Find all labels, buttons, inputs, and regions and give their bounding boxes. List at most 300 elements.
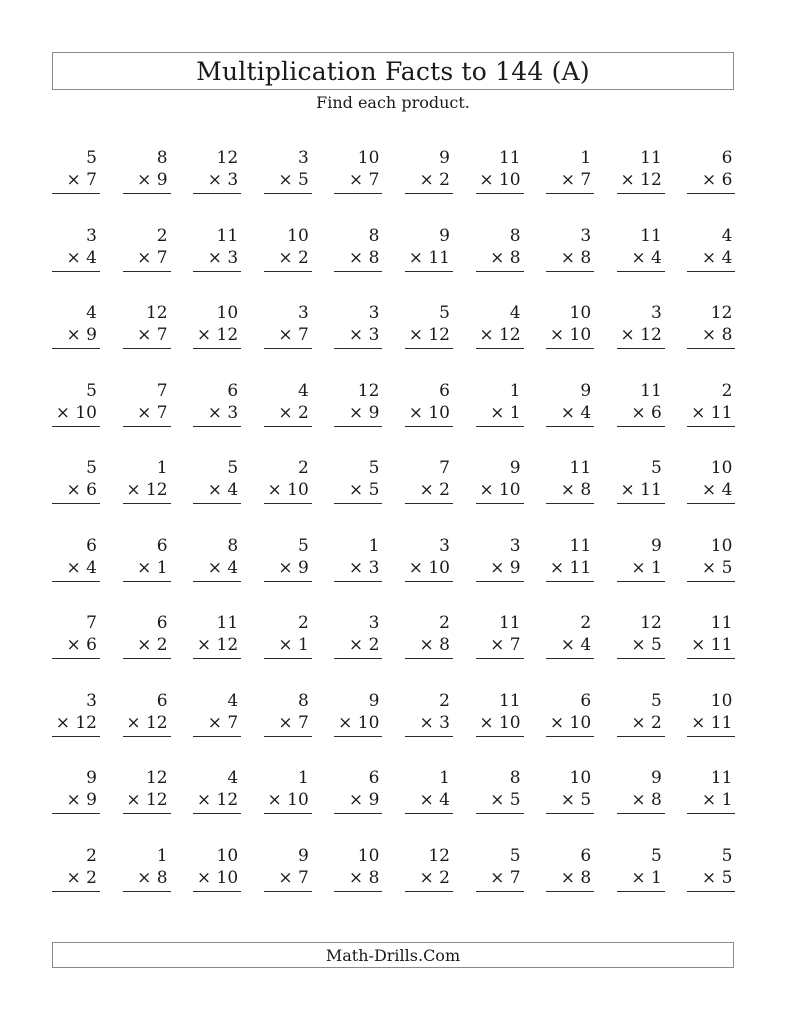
problem-multiplier: × 10 — [546, 324, 594, 349]
problem-multiplicand: 5 — [86, 458, 97, 478]
problem-item — [123, 767, 171, 815]
problem-item — [617, 457, 665, 505]
problem-item — [617, 535, 665, 583]
problem-item — [193, 302, 241, 350]
problem-multiplicand: 4 — [509, 303, 521, 323]
problem-multiplier: × 10 — [193, 867, 241, 892]
problem-multiplier: × 6 — [52, 479, 100, 504]
problem-multiplicand: 8 — [297, 690, 309, 711]
problem-multiplicand: 5 — [86, 148, 97, 168]
problem-multiplier: × 12 — [617, 324, 665, 349]
problem-item — [546, 302, 594, 350]
problem-multiplicand: 3 — [297, 148, 309, 168]
problem-multiplicand: 4 — [86, 303, 97, 323]
worksheet-footer — [52, 942, 734, 968]
problem-item — [617, 302, 665, 350]
problem-item — [546, 147, 594, 195]
problem-item — [123, 147, 171, 195]
problem-multiplier: × 4 — [687, 247, 735, 272]
problem-multiplier: × 2 — [264, 402, 312, 427]
problem-multiplicand: 3 — [509, 535, 521, 556]
problem-multiplier: × 9 — [476, 557, 524, 582]
problem-multiplicand: 12 — [145, 303, 168, 323]
problem-multiplier: × 11 — [546, 557, 594, 582]
problem-item — [476, 147, 524, 195]
problem-item — [334, 845, 382, 893]
problem-multiplicand: 2 — [156, 225, 168, 246]
problem-multiplicand: 5 — [297, 535, 309, 556]
problem-multiplier: × 2 — [52, 867, 100, 892]
problem-multiplicand: 11 — [640, 148, 662, 168]
problem-multiplier: × 2 — [264, 247, 312, 272]
problem-multiplier: × 8 — [546, 479, 594, 504]
problem-multiplier: × 10 — [405, 402, 453, 427]
problem-item — [52, 457, 100, 505]
problem-item — [546, 690, 594, 738]
problem-item — [334, 535, 382, 583]
problem-item — [405, 457, 453, 505]
problem-item — [687, 380, 735, 428]
problem-multiplicand: 1 — [580, 148, 592, 168]
problem-item — [405, 612, 453, 660]
problem-item — [546, 767, 594, 815]
problem-multiplicand: 10 — [710, 690, 733, 711]
problem-multiplier: × 7 — [334, 169, 382, 194]
problem-multiplicand: 2 — [439, 613, 450, 633]
problem-item — [193, 380, 241, 428]
problem-multiplicand: 9 — [368, 690, 380, 711]
problem-multiplier: × 7 — [546, 169, 594, 194]
problem-multiplicand: 9 — [439, 148, 450, 168]
problem-multiplier: × 11 — [687, 634, 735, 659]
problem-item — [546, 380, 594, 428]
problem-multiplicand: 1 — [297, 768, 309, 788]
problem-item — [405, 147, 453, 195]
problem-multiplicand: 11 — [640, 225, 662, 246]
problem-multiplicand: 1 — [156, 458, 168, 478]
problem-item — [264, 380, 312, 428]
problem-multiplier: × 5 — [264, 169, 312, 194]
problem-multiplier: × 12 — [123, 712, 171, 737]
problem-multiplicand: 3 — [650, 303, 662, 323]
problem-multiplicand: 2 — [439, 690, 450, 711]
problem-multiplicand: 10 — [357, 148, 380, 168]
problem-item — [405, 380, 453, 428]
problem-multiplicand: 11 — [710, 613, 733, 633]
problem-multiplier: × 2 — [405, 867, 453, 892]
problem-multiplier: × 2 — [123, 634, 171, 659]
problem-item — [193, 535, 241, 583]
worksheet-instruction: Find each product. — [316, 93, 470, 112]
problem-multiplier: × 1 — [264, 634, 312, 659]
problem-item — [264, 767, 312, 815]
problem-item — [405, 767, 453, 815]
problem-multiplier: × 4 — [193, 557, 241, 582]
problem-item — [617, 612, 665, 660]
problem-multiplicand: 8 — [368, 225, 380, 246]
problem-multiplier: × 9 — [123, 169, 171, 194]
problem-multiplicand: 11 — [498, 690, 521, 711]
problem-multiplier: × 9 — [334, 402, 382, 427]
problem-multiplicand: 9 — [650, 535, 662, 556]
problem-multiplier: × 3 — [405, 712, 453, 737]
problem-item — [476, 612, 524, 660]
problem-multiplier: × 3 — [193, 169, 241, 194]
problem-multiplier: × 8 — [546, 867, 594, 892]
problem-item — [405, 225, 453, 273]
problem-multiplier: × 11 — [687, 712, 735, 737]
problem-multiplicand: 1 — [509, 380, 521, 401]
problem-item — [476, 457, 524, 505]
problem-multiplicand: 9 — [650, 768, 662, 788]
problem-item — [405, 690, 453, 738]
problem-item — [687, 767, 735, 815]
problem-multiplier: × 7 — [123, 402, 171, 427]
problem-multiplier: × 2 — [405, 479, 453, 504]
problem-item — [334, 147, 382, 195]
problem-multiplier: × 9 — [334, 789, 382, 814]
problem-multiplicand: 12 — [216, 148, 239, 168]
problem-item — [476, 535, 524, 583]
problem-multiplicand: 3 — [368, 303, 380, 323]
problem-multiplier: × 8 — [334, 247, 382, 272]
problem-item — [617, 147, 665, 195]
problem-multiplier: × 3 — [193, 402, 241, 427]
problem-multiplier: × 9 — [264, 557, 312, 582]
problem-multiplicand: 12 — [145, 768, 168, 788]
problem-multiplier: × 12 — [476, 324, 524, 349]
problem-item — [52, 225, 100, 273]
problem-multiplier: × 10 — [52, 402, 100, 427]
problem-item — [123, 302, 171, 350]
problem-multiplicand: 9 — [509, 458, 521, 478]
problem-item — [546, 845, 594, 893]
problem-multiplicand: 9 — [297, 845, 309, 866]
problem-multiplicand: 8 — [509, 768, 521, 788]
problem-item — [193, 767, 241, 815]
problem-multiplier: × 3 — [334, 557, 382, 582]
problem-multiplicand: 1 — [368, 535, 380, 556]
problem-multiplicand: 12 — [640, 613, 662, 633]
problem-multiplier: × 12 — [193, 634, 241, 659]
problem-multiplier: × 11 — [687, 402, 735, 427]
problem-multiplicand: 3 — [439, 535, 450, 556]
problem-multiplier: × 2 — [334, 634, 382, 659]
problem-item — [52, 302, 100, 350]
problem-item — [687, 845, 735, 893]
problem-multiplier: × 2 — [405, 169, 453, 194]
problem-item — [546, 612, 594, 660]
problem-multiplicand: 2 — [86, 845, 97, 866]
problem-item — [264, 147, 312, 195]
problem-multiplicand: 1 — [439, 768, 450, 788]
problem-item — [52, 535, 100, 583]
problem-multiplier: × 4 — [617, 247, 665, 272]
problem-multiplicand: 5 — [439, 303, 450, 323]
problem-item — [617, 767, 665, 815]
problem-multiplicand: 7 — [156, 380, 168, 401]
problem-item — [617, 380, 665, 428]
problem-multiplicand: 5 — [86, 380, 97, 401]
problem-item — [123, 535, 171, 583]
problem-item — [687, 690, 735, 738]
problem-multiplicand: 10 — [569, 768, 592, 788]
problem-item — [334, 612, 382, 660]
problem-multiplicand: 5 — [509, 845, 521, 866]
problem-multiplier: × 10 — [546, 712, 594, 737]
problem-item — [193, 612, 241, 660]
problem-item — [52, 690, 100, 738]
problem-multiplicand: 3 — [580, 225, 592, 246]
problem-item — [334, 380, 382, 428]
problem-multiplier: × 4 — [52, 557, 100, 582]
problem-item — [334, 690, 382, 738]
problem-multiplicand: 10 — [710, 535, 733, 556]
problem-multiplicand: 6 — [580, 845, 592, 866]
problem-item — [264, 690, 312, 738]
worksheet-title-text: Multiplication Facts to 144 (A) — [196, 56, 590, 86]
problem-multiplicand: 3 — [297, 303, 309, 323]
problem-multiplier: × 7 — [476, 634, 524, 659]
problem-multiplicand: 9 — [86, 768, 97, 788]
problem-multiplier: × 12 — [617, 169, 665, 194]
problem-multiplicand: 9 — [439, 225, 450, 246]
problem-multiplier: × 6 — [617, 402, 665, 427]
problem-multiplicand: 3 — [368, 613, 380, 633]
problem-item — [687, 457, 735, 505]
problem-multiplier: × 2 — [617, 712, 665, 737]
problem-multiplicand: 10 — [287, 225, 309, 246]
problem-multiplicand: 6 — [439, 380, 450, 401]
problem-multiplier: × 12 — [193, 789, 241, 814]
problem-item — [123, 225, 171, 273]
problem-item — [405, 535, 453, 583]
problem-multiplicand: 10 — [216, 303, 239, 323]
problem-item — [687, 225, 735, 273]
problem-item — [617, 845, 665, 893]
problem-item — [546, 457, 594, 505]
problem-multiplicand: 11 — [498, 613, 521, 633]
problem-item — [123, 457, 171, 505]
problem-multiplicand: 12 — [357, 380, 380, 401]
problem-multiplier: × 9 — [52, 324, 100, 349]
problem-multiplier: × 11 — [405, 247, 453, 272]
problem-multiplicand: 7 — [439, 458, 450, 478]
problem-multiplicand: 10 — [216, 845, 239, 866]
problem-multiplier: × 7 — [123, 324, 171, 349]
problem-item — [52, 380, 100, 428]
problem-item — [617, 225, 665, 273]
footer-site-text: Math-Drills.Com — [325, 945, 461, 965]
problem-multiplier: × 10 — [334, 712, 382, 737]
problem-multiplier: × 8 — [476, 247, 524, 272]
problem-multiplicand: 5 — [650, 690, 662, 711]
problem-multiplier: × 7 — [476, 867, 524, 892]
problem-multiplier: × 4 — [687, 479, 735, 504]
problem-multiplier: × 10 — [476, 169, 524, 194]
problem-item — [334, 302, 382, 350]
problem-item — [334, 767, 382, 815]
problem-item — [405, 302, 453, 350]
problem-item — [476, 380, 524, 428]
problem-multiplier: × 7 — [123, 247, 171, 272]
problem-item — [334, 225, 382, 273]
problem-multiplicand: 10 — [710, 458, 733, 478]
problem-multiplier: × 1 — [687, 789, 735, 814]
problem-item — [476, 302, 524, 350]
problem-item — [334, 457, 382, 505]
problem-multiplicand: 11 — [710, 768, 733, 788]
problem-multiplicand: 12 — [710, 303, 733, 323]
problem-item — [476, 690, 524, 738]
problem-multiplier: × 7 — [264, 324, 312, 349]
problem-item — [546, 225, 594, 273]
problem-multiplicand: 7 — [86, 613, 97, 633]
problem-multiplier: × 4 — [546, 634, 594, 659]
problem-multiplicand: 11 — [216, 225, 239, 246]
problem-item — [476, 225, 524, 273]
problem-multiplier: × 1 — [476, 402, 524, 427]
problem-multiplicand: 11 — [569, 458, 592, 478]
problem-multiplier: × 12 — [193, 324, 241, 349]
problem-item — [264, 457, 312, 505]
problem-multiplicand: 4 — [297, 380, 309, 401]
problem-multiplier: × 12 — [123, 789, 171, 814]
problem-multiplier: × 5 — [617, 634, 665, 659]
problem-multiplicand: 4 — [227, 690, 239, 711]
problem-item — [687, 147, 735, 195]
problem-multiplier: × 10 — [476, 712, 524, 737]
problem-multiplicand: 2 — [721, 380, 733, 401]
problem-multiplier: × 1 — [617, 867, 665, 892]
problem-multiplicand: 4 — [721, 225, 733, 246]
problem-multiplier: × 12 — [123, 479, 171, 504]
problem-multiplier: × 1 — [123, 557, 171, 582]
problem-multiplicand: 6 — [156, 613, 168, 633]
problem-multiplicand: 6 — [721, 148, 733, 168]
problem-multiplicand: 5 — [650, 458, 662, 478]
problem-multiplier: × 8 — [405, 634, 453, 659]
worksheet-title — [52, 52, 734, 90]
problem-item — [123, 380, 171, 428]
problem-item — [687, 302, 735, 350]
problem-item — [193, 457, 241, 505]
problem-multiplicand: 9 — [580, 380, 592, 401]
problem-multiplier: × 8 — [687, 324, 735, 349]
problem-multiplicand: 1 — [156, 845, 168, 866]
problem-item — [193, 225, 241, 273]
problem-multiplicand: 5 — [721, 845, 733, 866]
problem-item — [264, 302, 312, 350]
problem-multiplicand: 11 — [498, 148, 521, 168]
problem-multiplier: × 12 — [52, 712, 100, 737]
problem-multiplier: × 6 — [687, 169, 735, 194]
problem-multiplicand: 6 — [156, 690, 168, 711]
problem-multiplicand: 6 — [156, 535, 168, 556]
problem-multiplicand: 8 — [509, 225, 521, 246]
problem-multiplier: × 9 — [52, 789, 100, 814]
problem-multiplier: × 8 — [334, 867, 382, 892]
problem-multiplier: × 7 — [264, 867, 312, 892]
problem-multiplier: × 7 — [52, 169, 100, 194]
problem-multiplicand: 6 — [227, 380, 239, 401]
problem-multiplicand: 2 — [297, 613, 309, 633]
problem-multiplier: × 5 — [334, 479, 382, 504]
problem-multiplier: × 8 — [617, 789, 665, 814]
problem-multiplicand: 11 — [216, 613, 239, 633]
problem-multiplier: × 7 — [264, 712, 312, 737]
problem-multiplier: × 4 — [405, 789, 453, 814]
problem-multiplier: × 5 — [687, 867, 735, 892]
problem-multiplier: × 4 — [193, 479, 241, 504]
problem-item — [687, 612, 735, 660]
problem-item — [193, 147, 241, 195]
problem-multiplier: × 10 — [264, 479, 312, 504]
problem-item — [405, 845, 453, 893]
problem-item — [687, 535, 735, 583]
problem-multiplier: × 5 — [546, 789, 594, 814]
problem-multiplicand: 6 — [580, 690, 592, 711]
problem-item — [52, 767, 100, 815]
problem-multiplicand: 3 — [86, 225, 97, 246]
problem-item — [52, 612, 100, 660]
problem-item — [264, 845, 312, 893]
problem-item — [193, 690, 241, 738]
problem-multiplier: × 4 — [546, 402, 594, 427]
problem-multiplicand: 6 — [86, 535, 97, 556]
problem-multiplicand: 2 — [297, 458, 309, 478]
problem-item — [476, 845, 524, 893]
problem-multiplicand: 12 — [428, 845, 450, 866]
problem-item — [123, 612, 171, 660]
problem-item — [546, 535, 594, 583]
problem-multiplicand: 5 — [227, 458, 239, 478]
problem-multiplicand: 10 — [357, 845, 380, 866]
problem-grid — [52, 147, 734, 907]
problem-multiplier: × 7 — [193, 712, 241, 737]
problem-multiplier: × 1 — [617, 557, 665, 582]
problem-multiplier: × 8 — [123, 867, 171, 892]
problem-multiplicand: 5 — [650, 845, 662, 866]
problem-item — [264, 535, 312, 583]
problem-multiplier: × 5 — [687, 557, 735, 582]
problem-multiplier: × 6 — [52, 634, 100, 659]
problem-multiplier: × 5 — [476, 789, 524, 814]
problem-multiplier: × 10 — [476, 479, 524, 504]
problem-multiplicand: 6 — [368, 768, 380, 788]
problem-multiplier: × 3 — [193, 247, 241, 272]
problem-multiplicand: 8 — [227, 535, 239, 556]
problem-item — [476, 767, 524, 815]
problem-item — [52, 845, 100, 893]
problem-multiplier: × 11 — [617, 479, 665, 504]
problem-item — [264, 612, 312, 660]
problem-multiplier: × 10 — [264, 789, 312, 814]
problem-multiplier: × 4 — [52, 247, 100, 272]
problem-multiplicand: 5 — [368, 458, 380, 478]
problem-item — [617, 690, 665, 738]
problem-multiplicand: 11 — [569, 535, 592, 556]
problem-multiplicand: 11 — [640, 380, 662, 401]
problem-multiplicand: 10 — [569, 303, 592, 323]
problem-item — [52, 147, 100, 195]
problem-item — [264, 225, 312, 273]
problem-multiplicand: 8 — [156, 148, 168, 168]
problem-multiplier: × 8 — [546, 247, 594, 272]
problem-multiplier: × 12 — [405, 324, 453, 349]
problem-multiplier: × 3 — [334, 324, 382, 349]
problem-item — [123, 845, 171, 893]
